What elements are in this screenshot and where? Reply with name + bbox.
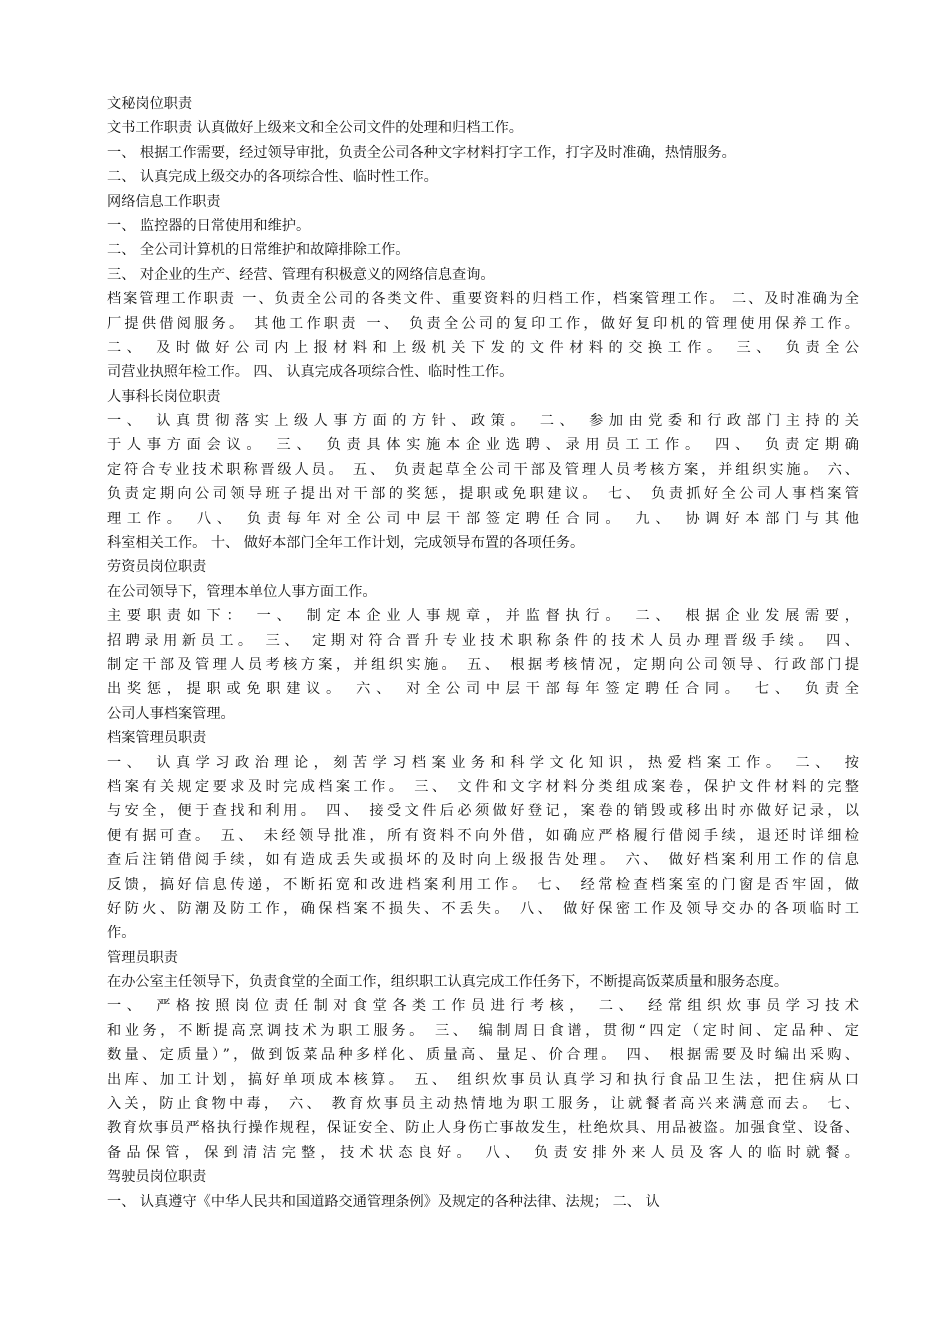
section-heading: 档案管理员职责 — [107, 730, 207, 747]
text-line: 一、 认真遵守《中华人民共和国道路交通管理条例》及规定的各种法律、法规； 二、 认 — [107, 1193, 660, 1210]
text-line: 入关，防止食物中毒， 六、 教育炊事员主动热情地为职工服务，让就餐者高兴来满意而去。 七、 — [107, 1096, 859, 1113]
text-line: 与安全，便于查找和利用。 四、 接受文件后必须做好登记，案卷的销毁或移出时亦做好记录，以 — [107, 803, 859, 820]
text-line: 厂提供借阅服务。 其他工作职责 一、 负责全公司的复印工作，做好复印机的管理使用保养工作。 — [107, 315, 859, 332]
text-line: 二、 及时做好公司内上报材料和上级机关下发的文件材料的交换工作。 三、 负责全公 — [107, 339, 859, 356]
text-line: 便有据可查。 五、 未经领导批准，所有资料不向外借，如确应严格履行借阅手续，退还时详细检 — [107, 827, 859, 844]
text-line: 在公司领导下，管理本单位人事方面工作。 — [107, 583, 377, 600]
text-line: 招聘录用新员工。 三、 定期对符合晋升专业技术职称条件的技术人员办理晋级手续。 四、 — [107, 632, 859, 649]
section-heading: 劳资员岗位职责 — [107, 559, 207, 576]
text-line: 科室相关工作。 十、 做好本部门全年工作计划，完成领导布置的各项任务。 — [107, 535, 585, 552]
text-line: 负责定期向公司领导班子提出对干部的奖惩，提职或免职建议。 七、 负责抓好全公司人事档案管 — [107, 486, 859, 503]
text-line: 二、 认真完成上级交办的各项综合性、临时性工作。 — [107, 169, 438, 186]
text-line: 在办公室主任领导下，负责食堂的全面工作，组织职工认真完成工作任务下，不断提高饭菜质量和服务态度。 — [107, 974, 789, 991]
text-line: 出库、加工计划，搞好单项成本核算。 五、 组织炊事员认真学习和执行食品卫生法，把住病从口 — [107, 1071, 859, 1088]
section-heading: 管理员职责 — [107, 949, 178, 966]
text-line: 一、 认真学习政治理论，刻苦学习档案业务和科学文化知识，热爱档案工作。 二、 按 — [107, 754, 859, 771]
text-line: 作。 — [107, 925, 136, 942]
text-line: 理工作。 八、 负责每年对全公司中层干部签定聘任合同。 九、 协调好本部门与其他 — [107, 510, 859, 527]
text-line: 一、 根据工作需要，经过领导审批，负责全公司各种文字材料打字工作，打字及时准确，热情服务。 — [107, 144, 736, 161]
text-line: 主要职责如下： 一、 制定本企业人事规章，并监督执行。 二、 根据企业发展需要， — [107, 608, 859, 625]
text-line: 司营业执照年检工作。 四、 认真完成各项综合性、临时性工作。 — [107, 364, 514, 381]
section-heading: 人事科长岗位职责 — [107, 388, 221, 405]
text-line: 好防火、防潮及防工作，确保档案不损失、不丢失。 八、 做好保密工作及领导交办的各项临时工 — [107, 900, 859, 917]
text-line: 二、 全公司计算机的日常维护和故障排除工作。 — [107, 242, 410, 259]
text-line: 于人事方面会议。 三、 负责具体实施本企业选聘、录用员工工作。 四、 负责定期确 — [107, 437, 859, 454]
text-line: 三、 对企业的生产、经营、管理有积极意义的网络信息查询。 — [107, 266, 495, 283]
text-line: 和业务，不断提高烹调技术为职工服务。 三、 编制周日食谱，贯彻“四定（定时间、定品种、定 — [107, 1022, 859, 1039]
section-heading: 文秘岗位职责 — [107, 96, 193, 112]
text-line: 教育炊事员严格执行操作规程，保证安全、防止人身伤亡事故发生，杜绝炊具、用品被盗。加强食堂、设备、 — [107, 1120, 859, 1137]
text-line: 定符合专业技术职称晋级人员。 五、 负责起草全公司干部及管理人员考核方案，并组织实施。 六、 — [107, 461, 859, 478]
text-line: 备品保管，保到清洁完整，技术状态良好。 八、 负责安排外来人员及客人的临时就餐。 — [107, 1144, 859, 1161]
text-line: 反馈，搞好信息传递，不断拓宽和改进档案利用工作。 七、 经常检查档案室的门窗是否牢固，做 — [107, 876, 859, 893]
text-line: 档案管理工作职责 一、负责全公司的各类文件、重要资料的归档工作，档案管理工作。 二、及时准确为全 — [107, 291, 859, 308]
text-line: 文书工作职责 认真做好上级来文和全公司文件的处理和归档工作。 — [107, 120, 523, 137]
text-line: 公司人事档案管理。 — [107, 705, 235, 722]
text-line: 数量、定质量）”，做到饭菜品种多样化、质量高、量足、价合理。 四、 根据需要及时编出采购、 — [107, 1047, 859, 1064]
text-line: 出奖惩，提职或免职建议。 六、 对全公司中层干部每年签定聘任合同。 七、 负责全 — [107, 681, 859, 698]
text-line: 一、 监控器的日常使用和维护。 — [107, 217, 311, 234]
text-line: 制定干部及管理人员考核方案，并组织实施。 五、 根据考核情况，定期向公司领导、行政部门提 — [107, 656, 859, 673]
text-line: 一、 认真贯彻落实上级人事方面的方针、政策。 二、 参加由党委和行政部门主持的关 — [107, 413, 859, 430]
section-heading: 驾驶员岗位职责 — [107, 1169, 207, 1186]
text-line: 档案有关规定要求及时完成档案工作。 三、 文件和文字材料分类组成案卷，保护文件材料的完整 — [107, 778, 859, 795]
text-line: 查后注销借阅手续，如有造成丢失或损坏的及时向上级报告处理。 六、 做好档案利用工作的信息 — [107, 852, 859, 869]
text-line: 一、 严格按照岗位责任制对食堂各类工作员进行考核， 二、 经常组织炊事员学习技术 — [107, 998, 859, 1015]
document-body — [107, 92, 859, 1214]
section-heading: 网络信息工作职责 — [107, 193, 221, 210]
